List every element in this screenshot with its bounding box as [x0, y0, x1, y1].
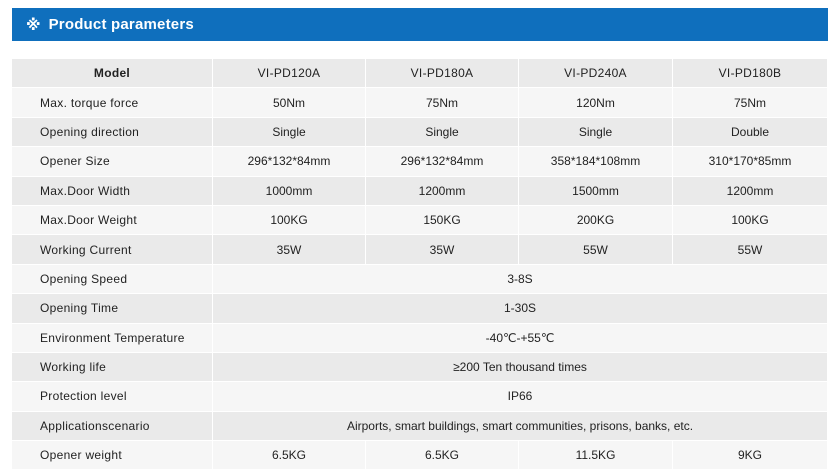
row-merged-value: Airports, smart buildings, smart communities, prisons, banks, etc.	[213, 412, 828, 441]
row-label: Opening Speed	[12, 265, 213, 294]
reference-mark-icon: ※	[26, 15, 41, 34]
row-value: 296*132*84mm	[366, 147, 519, 176]
row-value: 55W	[519, 235, 673, 264]
table-row	[12, 235, 828, 264]
row-value: 310*170*85mm	[673, 147, 828, 176]
row-merged-value: 1-30S	[213, 294, 828, 323]
table-row	[12, 88, 828, 117]
table-row	[12, 147, 828, 176]
table-row	[12, 177, 828, 206]
row-label: Working Current	[12, 235, 213, 264]
table-row	[12, 382, 828, 411]
row-value: Single	[366, 118, 519, 147]
header-cell-model-4: VI-PD180B	[673, 59, 828, 88]
row-value: 100KG	[213, 206, 366, 235]
row-label: Opening direction	[12, 118, 213, 147]
header-cell-model-2: VI-PD180A	[366, 59, 519, 88]
row-label: Opener weight	[12, 441, 213, 470]
row-value: 9KG	[673, 441, 828, 470]
row-value: 1200mm	[673, 177, 828, 206]
product-parameters-table	[12, 59, 828, 470]
table-header-row	[12, 59, 828, 88]
row-value: 1200mm	[366, 177, 519, 206]
row-value: 11.5KG	[519, 441, 673, 470]
row-label: Environment Temperature	[12, 324, 213, 353]
row-value: 50Nm	[213, 88, 366, 117]
row-label: Max. torque force	[12, 88, 213, 117]
row-value: 35W	[213, 235, 366, 264]
row-label: Working life	[12, 353, 213, 382]
row-label: Max.Door Weight	[12, 206, 213, 235]
row-value: 100KG	[673, 206, 828, 235]
row-value: 1000mm	[213, 177, 366, 206]
row-value: Single	[213, 118, 366, 147]
table-row	[12, 265, 828, 294]
row-merged-value: IP66	[213, 382, 828, 411]
row-merged-value: 3-8S	[213, 265, 828, 294]
row-value: 120Nm	[519, 88, 673, 117]
row-value: 75Nm	[673, 88, 828, 117]
table-row	[12, 412, 828, 441]
header-cell-model-1: VI-PD120A	[213, 59, 366, 88]
row-label: Applicationscenario	[12, 412, 213, 441]
table-row	[12, 206, 828, 235]
row-value: 1500mm	[519, 177, 673, 206]
row-label: Opener Size	[12, 147, 213, 176]
row-label: Opening Time	[12, 294, 213, 323]
table-row	[12, 294, 828, 323]
header-cell-model: Model	[12, 59, 213, 88]
table-row	[12, 441, 828, 470]
row-label: Protection level	[12, 382, 213, 411]
header-cell-model-3: VI-PD240A	[519, 59, 673, 88]
row-value: 6.5KG	[213, 441, 366, 470]
row-value: 200KG	[519, 206, 673, 235]
row-value: 150KG	[366, 206, 519, 235]
row-value: 55W	[673, 235, 828, 264]
row-value: 75Nm	[366, 88, 519, 117]
row-value: Double	[673, 118, 828, 147]
section-title: Product parameters	[48, 16, 194, 33]
row-label: Max.Door Width	[12, 177, 213, 206]
row-merged-value: -40℃-+55℃	[213, 324, 828, 353]
row-value: 358*184*108mm	[519, 147, 673, 176]
row-value: 35W	[366, 235, 519, 264]
table-row	[12, 324, 828, 353]
row-value: Single	[519, 118, 673, 147]
table-row	[12, 353, 828, 382]
row-merged-value: ≥200 Ten thousand times	[213, 353, 828, 382]
row-value: 6.5KG	[366, 441, 519, 470]
row-value: 296*132*84mm	[213, 147, 366, 176]
section-header	[12, 8, 828, 41]
table-row	[12, 118, 828, 147]
